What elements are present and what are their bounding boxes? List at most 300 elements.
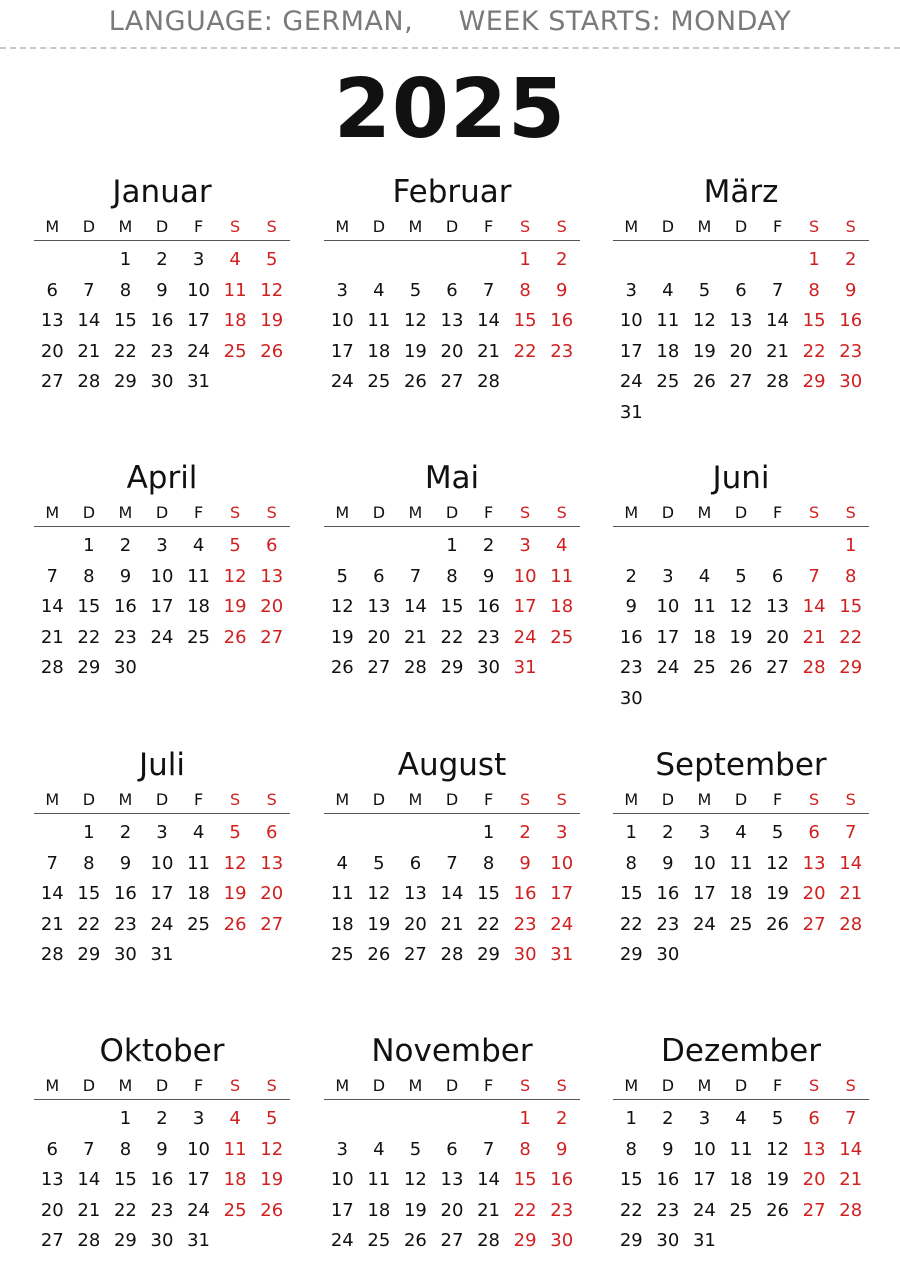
day: 17 [619,340,643,362]
weekend-day: 20 [802,883,826,905]
month-september [613,745,869,971]
day: 10 [692,1138,716,1160]
day: 27 [403,944,427,966]
day: 12 [766,852,790,874]
weekend-day: 20 [260,596,284,618]
weekend-day: 13 [260,565,284,587]
day: 30 [150,1230,174,1252]
weekday-label: D [661,217,675,236]
day: 23 [113,626,137,648]
empty-cell [686,531,723,562]
day: 6 [735,279,747,301]
weekend-day: 30 [839,371,863,393]
weekend-day: 22 [839,626,863,648]
weekday-label: S [556,503,567,522]
day: 18 [367,340,391,362]
day: 28 [403,657,427,679]
day: 7 [46,565,58,587]
day: 30 [113,944,137,966]
day: 1 [625,822,637,843]
day: 4 [373,279,385,301]
day: 10 [187,279,211,301]
day: 10 [330,1169,354,1191]
day: 8 [83,565,95,587]
weekend-day: 18 [223,310,247,332]
day: 31 [619,401,643,423]
weekend-day: 19 [223,596,247,618]
empty-cell [759,245,796,276]
weekend-day: 14 [802,596,826,618]
empty-cell [434,818,471,849]
empty-cell [759,531,796,562]
day: 2 [662,1108,674,1129]
day: 13 [766,596,790,618]
day: 23 [150,1199,174,1221]
day: 15 [619,883,643,905]
day: 30 [656,944,680,966]
day: 12 [403,1169,427,1191]
weekday-header [613,215,869,241]
day: 14 [40,596,64,618]
day: 21 [40,913,64,935]
day: 29 [113,371,137,393]
day: 8 [83,852,95,874]
day: 11 [367,1169,391,1191]
weekend-day: 12 [223,565,247,587]
day: 28 [440,944,464,966]
day: 26 [729,657,753,679]
month-name: April [126,460,198,496]
weekday-label: M [624,790,639,809]
weekday-label: S [809,503,820,522]
weekend-day: 15 [513,310,537,332]
day: 30 [477,657,501,679]
day: 28 [40,657,64,679]
day: 11 [729,852,753,874]
day: 15 [619,1169,643,1191]
day: 13 [40,1169,64,1191]
day: 13 [440,310,464,332]
day: 3 [192,249,205,270]
day: 17 [692,1169,716,1191]
day: 14 [766,310,790,332]
weekday-label: S [520,1076,531,1095]
day: 12 [729,596,753,618]
day: 22 [113,1199,137,1221]
weekday-label: S [520,503,531,522]
day: 5 [373,852,385,874]
empty-cell [613,245,650,276]
day: 17 [656,626,680,648]
weekend-day: 3 [555,822,568,843]
weekday-label: D [82,1076,96,1095]
weekend-day: 19 [260,1169,284,1191]
weekend-day: 20 [802,1169,826,1191]
weekday-label: S [845,217,856,236]
weekday-label: F [193,1076,204,1095]
weekday-label: M [624,217,639,236]
days-grid [34,818,290,971]
weekday-label: M [45,503,60,522]
day: 17 [330,1199,354,1221]
day: 21 [440,913,464,935]
month-mai [324,458,580,684]
weekend-day: 8 [519,1138,531,1160]
day: 12 [403,310,427,332]
month-januar [34,172,290,398]
day: 10 [619,310,643,332]
day: 29 [477,944,501,966]
weekday-label: S [556,217,567,236]
weekend-day: 9 [555,1138,568,1160]
day: 22 [619,1199,643,1221]
weekday-label: M [45,790,60,809]
weekend-day: 21 [802,626,826,648]
weekend-day: 21 [839,1169,863,1191]
day: 27 [440,371,464,393]
weekend-day: 26 [223,626,247,648]
day: 20 [367,626,391,648]
weekend-day: 16 [839,310,863,332]
weekend-day: 6 [265,822,278,843]
weekend-day: 9 [844,279,857,301]
weekend-day: 23 [513,913,537,935]
weekday-label: D [445,1076,459,1095]
weekday-label: M [697,790,712,809]
weekday-label: D [445,503,459,522]
day: 14 [77,310,101,332]
day: 3 [625,279,637,301]
day: 3 [698,822,711,843]
weekend-day: 26 [223,913,247,935]
day: 18 [187,883,211,905]
empty-cell [34,818,71,849]
weekday-label: M [335,1076,350,1095]
year-title: 2025 [333,62,567,157]
day: 28 [477,1230,501,1252]
day: 30 [656,1230,680,1252]
month-oktober [34,1031,290,1257]
day: 23 [656,913,680,935]
weekday-label: D [372,217,386,236]
day: 18 [729,1169,753,1191]
day: 27 [40,371,64,393]
empty-cell [71,1104,108,1135]
weekend-day: 7 [844,822,857,843]
weekday-label: M [408,1076,423,1095]
weekend-day: 18 [550,596,574,618]
day: 8 [482,852,495,874]
day: 7 [46,852,58,874]
day: 25 [729,1199,753,1221]
day: 21 [77,340,101,362]
day: 25 [330,944,354,966]
day: 1 [83,535,95,556]
day: 9 [662,852,674,874]
month-name: Dezember [661,1033,821,1069]
empty-cell [361,1104,398,1135]
weekend-day: 13 [260,852,284,874]
day: 25 [367,1230,391,1252]
day: 6 [373,565,385,587]
days-grid [324,245,580,398]
empty-cell [686,245,723,276]
weekend-day: 23 [550,340,574,362]
month-april [34,458,290,684]
days-grid [34,1104,290,1257]
day: 20 [40,1199,64,1221]
empty-cell [397,818,434,849]
month-name: November [371,1033,533,1069]
day: 15 [477,883,501,905]
day: 27 [729,371,753,393]
day: 20 [766,626,790,648]
weekday-label: S [520,217,531,236]
day: 9 [625,596,637,618]
day: 25 [187,913,211,935]
day: 18 [367,1199,391,1221]
weekend-day: 11 [223,279,247,301]
day: 2 [625,565,637,587]
weekend-day: 26 [260,1199,284,1221]
day: 11 [729,1138,753,1160]
day: 5 [698,279,711,301]
weekday-label: M [335,217,350,236]
day: 20 [729,340,753,362]
empty-cell [723,531,760,562]
weekend-day: 10 [513,565,537,587]
weekend-day: 23 [839,340,863,362]
day: 17 [187,1169,211,1191]
day: 8 [446,565,458,587]
language-caption: LANGUAGE: GERMAN, WEEK STARTS: MONDAY [108,6,792,37]
weekday-header [34,788,290,814]
day: 25 [692,657,716,679]
days-grid [613,245,869,429]
empty-cell [613,531,650,562]
month-märz [613,172,869,429]
day: 24 [619,371,643,393]
weekday-label: M [408,503,423,522]
day: 3 [192,1108,205,1129]
day: 21 [477,1199,501,1221]
day: 29 [113,1230,137,1252]
weekend-day: 27 [260,626,284,648]
empty-cell [796,531,833,562]
day: 2 [156,1108,168,1129]
day: 4 [735,822,747,843]
weekday-label: S [845,1076,856,1095]
weekend-day: 15 [802,310,826,332]
weekday-label: D [445,217,459,236]
day: 19 [766,883,790,905]
day: 18 [187,596,211,618]
empty-cell [470,1104,507,1135]
weekend-day: 29 [802,371,826,393]
day: 7 [482,279,495,301]
weekday-label: S [809,790,820,809]
day: 7 [771,279,784,301]
day: 15 [77,883,101,905]
weekend-day: 31 [550,944,574,966]
weekday-label: D [155,217,169,236]
day: 8 [625,852,637,874]
weekend-day: 4 [229,1108,241,1129]
weekend-day: 30 [550,1230,574,1252]
day: 16 [150,1169,174,1191]
weekday-label: D [82,790,96,809]
empty-cell [361,818,398,849]
day: 4 [192,535,205,556]
day: 13 [440,1169,464,1191]
day: 16 [150,310,174,332]
day: 5 [409,1138,422,1160]
day: 1 [83,822,95,843]
day: 17 [187,310,211,332]
weekend-day: 17 [513,596,537,618]
day: 23 [477,626,501,648]
day: 14 [440,883,464,905]
weekday-label: M [118,790,133,809]
day: 25 [656,371,680,393]
empty-cell [71,245,108,276]
weekday-label: D [734,790,748,809]
day: 4 [192,822,205,843]
weekend-day: 8 [844,565,857,587]
day: 25 [367,371,391,393]
weekend-day: 5 [265,1108,278,1129]
weekend-day: 26 [260,340,284,362]
day: 29 [619,944,643,966]
weekday-label: M [697,217,712,236]
weekday-label: S [230,790,241,809]
weekend-day: 1 [519,1108,531,1129]
weekday-label: D [372,1076,386,1095]
weekday-label: S [266,1076,277,1095]
day: 11 [367,310,391,332]
day: 28 [77,371,101,393]
weekend-day: 24 [513,626,537,648]
weekend-day: 23 [550,1199,574,1221]
weekday-label: S [266,790,277,809]
weekday-label: S [230,503,241,522]
empty-cell [324,818,361,849]
day: 7 [409,565,422,587]
dashed-divider [0,47,900,49]
day: 22 [113,340,137,362]
weekend-day: 28 [802,657,826,679]
day: 6 [409,852,422,874]
day: 10 [187,1138,211,1160]
empty-cell [397,245,434,276]
days-grid [324,1104,580,1257]
day: 26 [766,1199,790,1221]
month-februar [324,172,580,398]
weekend-day: 31 [513,657,537,679]
day: 31 [187,1230,211,1252]
day: 14 [477,1169,501,1191]
weekend-day: 12 [260,1138,284,1160]
weekday-label: D [82,503,96,522]
day: 4 [336,852,348,874]
days-grid [613,818,869,971]
day: 25 [187,626,211,648]
day: 8 [119,279,132,301]
month-name: August [397,747,507,783]
weekday-label: F [772,1076,783,1095]
empty-cell [723,245,760,276]
weekend-day: 29 [839,657,863,679]
weekend-day: 16 [513,883,537,905]
empty-cell [434,245,471,276]
day: 4 [662,279,674,301]
weekend-day: 13 [802,1138,826,1160]
weekend-day: 19 [223,883,247,905]
day: 6 [446,279,458,301]
weekday-label: D [734,1076,748,1095]
day: 16 [656,883,680,905]
empty-cell [34,245,71,276]
month-name: Juli [138,747,185,783]
weekend-day: 2 [844,249,857,270]
day: 22 [477,913,501,935]
month-name: Juni [712,460,770,496]
day: 17 [150,596,174,618]
weekend-day: 6 [808,1108,820,1129]
weekend-day: 9 [519,852,531,874]
day: 16 [113,596,137,618]
day: 26 [403,1230,427,1252]
day: 30 [113,657,137,679]
empty-cell [470,245,507,276]
day: 17 [330,340,354,362]
day: 7 [83,279,95,301]
empty-cell [434,1104,471,1135]
weekend-day: 1 [519,249,531,270]
day: 19 [403,1199,427,1221]
empty-cell [324,245,361,276]
day: 12 [367,883,391,905]
day: 28 [77,1230,101,1252]
weekday-label: F [483,1076,494,1095]
day: 3 [698,1108,711,1129]
day: 11 [187,565,211,587]
month-name: Januar [112,174,212,210]
weekend-day: 11 [223,1138,247,1160]
weekend-day: 2 [519,822,531,843]
day: 22 [619,913,643,935]
day: 24 [150,913,174,935]
weekend-day: 27 [802,913,826,935]
weekday-label: S [230,1076,241,1095]
weekend-day: 20 [260,883,284,905]
weekend-day: 22 [513,1199,537,1221]
weekday-label: S [809,1076,820,1095]
day: 27 [766,657,790,679]
weekend-day: 3 [519,535,531,556]
days-grid [613,1104,869,1257]
weekday-label: F [772,790,783,809]
day: 24 [330,1230,354,1252]
day: 16 [113,883,137,905]
weekday-label: M [624,1076,639,1095]
day: 24 [150,626,174,648]
weekday-label: M [697,503,712,522]
day: 21 [77,1199,101,1221]
day: 8 [625,1138,637,1160]
month-name: Februar [392,174,512,210]
weekend-day: 9 [555,279,568,301]
